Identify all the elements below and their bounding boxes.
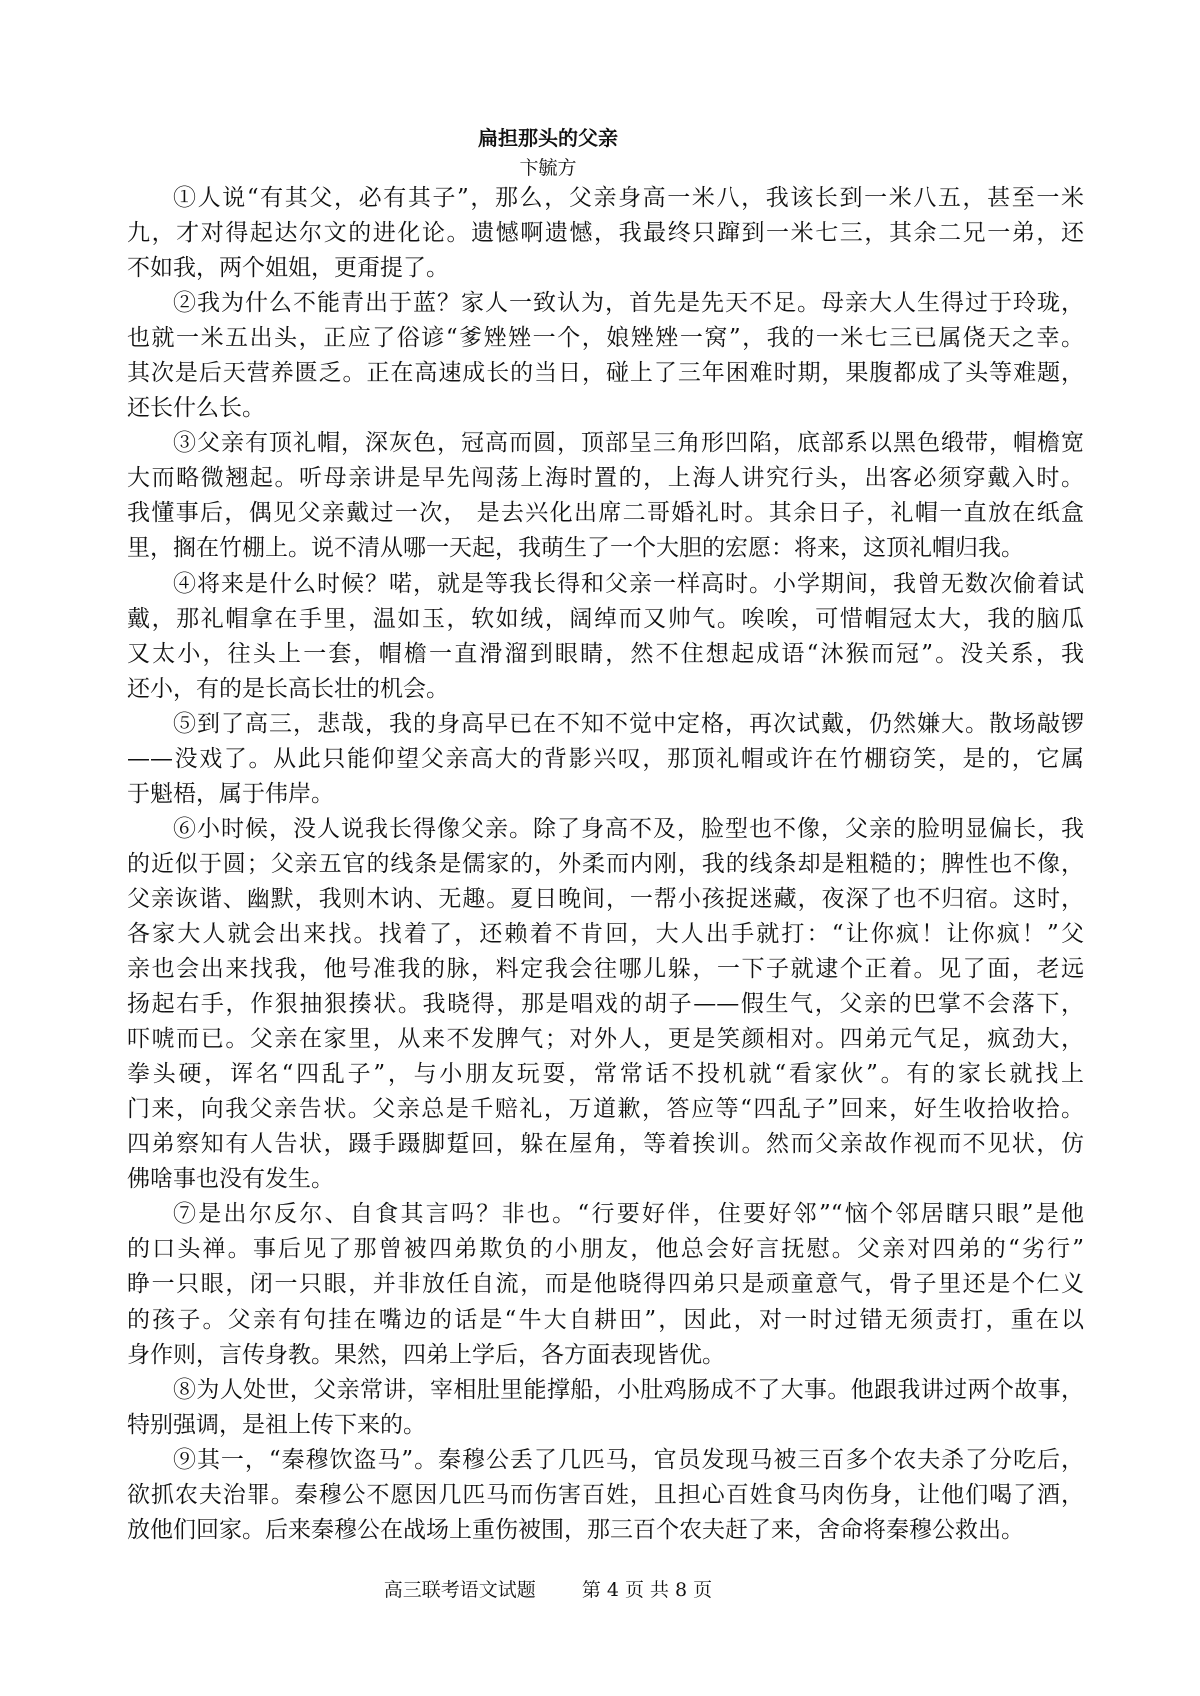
paragraph-line: 扬起右手，作狠抽狠揍状。我晓得，那是唱戏的胡子——假生气，父亲的巴掌不会落下， (127, 991, 1084, 1018)
page-footer (0, 1575, 1096, 1602)
paragraph-line: 亲也会出来找我，他号准我的脉，料定我会往哪儿躲，一下子就逮个正着。见了面，老远 (127, 956, 1084, 983)
paragraph (127, 181, 1084, 286)
paragraph-line: 吓唬而已。父亲在家里，从来不发脾气；对外人，更是笑颜相对。四弟元气足，疯劲大， (127, 1026, 1084, 1053)
paragraph (127, 426, 1084, 566)
paragraph-line: ⑥小时候，没人说我长得像父亲。除了身高不及，脸型也不像，父亲的脸明显偏长，我 (173, 815, 1084, 842)
paragraph-line: 门来，向我父亲告状。父亲总是千赔礼，万道歉，答应等“四乱子”回来，好生收拾收拾。 (127, 1096, 1084, 1123)
paragraph-line: 其次是后天营养匮乏。正在高速成长的当日，碰上了三年困难时期，果腹都成了头等难题， (127, 360, 1084, 387)
paragraph-line: ②我为什么不能青出于蓝？家人一致认为，首先是先天不足。母亲大人生得过于玲珑， (173, 290, 1084, 317)
paragraph-line: ⑤到了高三，悲哉，我的身高早已在不知不觉中定格，再次试戴，仍然嫌大。散场敲锣 (173, 710, 1084, 737)
article-title: 扁担那头的父亲 (478, 126, 618, 150)
article-body (127, 181, 1084, 1548)
paragraph-line: 又太小，往头上一套，帽檐一直滑溜到眼睛，然不住想起成语“沐猴而冠”。没关系，我 (127, 640, 1084, 667)
paragraph (127, 567, 1084, 707)
paragraph (127, 1197, 1084, 1372)
paragraph-line: ①人说“有其父，必有其子”，那么，父亲身高一米八，我该长到一米八五，甚至一米 (173, 185, 1084, 211)
paragraph-line: 佛啥事也没有发生。 (127, 1166, 334, 1193)
paragraph-line: 拳头硬，诨名“四乱子”，与小朋友玩耍，常常话不投机就“看家伙”。有的家长就找上 (127, 1061, 1084, 1088)
paragraph-line: 我懂事后，偶见父亲戴过一次， 是去兴化出席二哥婚礼时。其余日子，礼帽一直放在纸盒 (127, 500, 1084, 527)
paragraph (127, 286, 1084, 426)
paragraph-line: 里，搁在竹棚上。说不清从哪一天起，我萌生了一个大胆的宏愿：将来，这顶礼帽归我。 (127, 535, 1024, 562)
paragraph-line: 也就一米五出头，正应了俗谚“爹矬矬一个，娘矬矬一窝”，我的一米七三已属侥天之幸。 (127, 325, 1084, 352)
paragraph-line: 的近似于圆；父亲五官的线条是儒家的，外柔而内刚，我的线条却是粗糙的；脾性也不像， (127, 850, 1084, 877)
paragraph-line: 特别强调，是祖上传下来的。 (127, 1411, 426, 1438)
paragraph-line: 父亲诙谐、幽默，我则木讷、无趣。夏日晚间，一帮小孩捉迷藏，夜深了也不归宿。这时， (127, 885, 1084, 912)
paragraph-line: ⑦是出尔反尔、自食其言吗？非也。“行要好伴，住要好邻”“恼个邻居瞎只眼”是他 (173, 1201, 1084, 1228)
page-number: 第 4 页 共 8 页 (581, 1579, 713, 1601)
paragraph-line: 还小，有的是长高长壮的机会。 (127, 675, 449, 702)
paragraph-line: 大而略微翘起。听母亲讲是早先闯荡上海时置的，上海人讲究行头，出客必须穿戴入时。 (127, 465, 1084, 492)
paragraph-line: 身作则，言传身教。果然，四弟上学后，各方面表现皆优。 (127, 1341, 725, 1368)
paragraph-line: 九，才对得起达尔文的进化论。遗憾啊遗憾，我最终只蹿到一米七三，其余二兄一弟，还 (127, 220, 1084, 247)
paragraph-line: 欲抓农夫治罪。秦穆公不愿因几匹马而伤害百姓，且担心百姓食马肉伤身，让他们喝了酒， (127, 1481, 1084, 1508)
paragraph-line: 睁一只眼，闭一只眼，并非放任自流，而是他晓得四弟只是顽童意气，骨子里还是个仁义 (127, 1271, 1084, 1298)
paragraph (127, 1443, 1084, 1548)
paragraph-line: ——没戏了。从此只能仰望父亲高大的背影兴叹，那顶礼帽或许在竹棚窃笑，是的，它属 (127, 745, 1084, 772)
paragraph-line: 的孩子。父亲有句挂在嘴边的话是“牛大自耕田”，因此，对一时过错无须责打，重在以 (127, 1306, 1084, 1333)
article-author: 卞毓方 (519, 157, 577, 179)
paragraph-line: 不如我，两个姐姐，更甭提了。 (127, 255, 449, 282)
paragraph-line: 戴，那礼帽拿在手里，温如玉，软如绒，阔绰而又帅气。唉唉，可惜帽冠太大，我的脑瓜 (127, 605, 1084, 632)
paragraph-line: 放他们回家。后来秦穆公在战场上重伤被围，那三百个农夫赶了来，舍命将秦穆公救出。 (127, 1516, 1024, 1543)
paragraph-line: 四弟察知有人告状，蹑手蹑脚踅回，躲在屋角，等着挨训。然而父亲故作视而不见状，仿 (127, 1131, 1084, 1158)
paragraph-line: ⑧为人处世，父亲常讲，宰相肚里能撑船，小肚鸡肠成不了大事。他跟我讲过两个故事， (173, 1376, 1084, 1403)
paragraph-line: ⑨其一，“秦穆饮盗马”。秦穆公丢了几匹马，官员发现马被三百多个农夫杀了分吃后， (173, 1446, 1084, 1473)
paragraph-line: 各家大人就会出来找。找着了，还赖着不肯回，大人出手就打：“让你疯！让你疯！”父 (127, 920, 1084, 947)
exam-name: 高三联考语文试题 (383, 1579, 536, 1601)
paragraph-line: 于魁梧，属于伟岸。 (127, 780, 334, 807)
paragraph (127, 1373, 1084, 1443)
paragraph-line: ③父亲有顶礼帽，深灰色，冠高而圆，顶部呈三角形凹陷，底部系以黑色缎带，帽檐宽 (173, 430, 1084, 457)
paragraph-line: 还长什么长。 (127, 395, 265, 422)
paragraph-line: ④将来是什么时候？喏，就是等我长得和父亲一样高时。小学期间，我曾无数次偷着试 (173, 570, 1084, 597)
paragraph (127, 707, 1084, 812)
paragraph-line: 的口头禅。事后见了那曾被四弟欺负的小朋友，他总会好言抚慰。父亲对四弟的“劣行” (127, 1236, 1084, 1263)
paragraph (127, 812, 1084, 1198)
